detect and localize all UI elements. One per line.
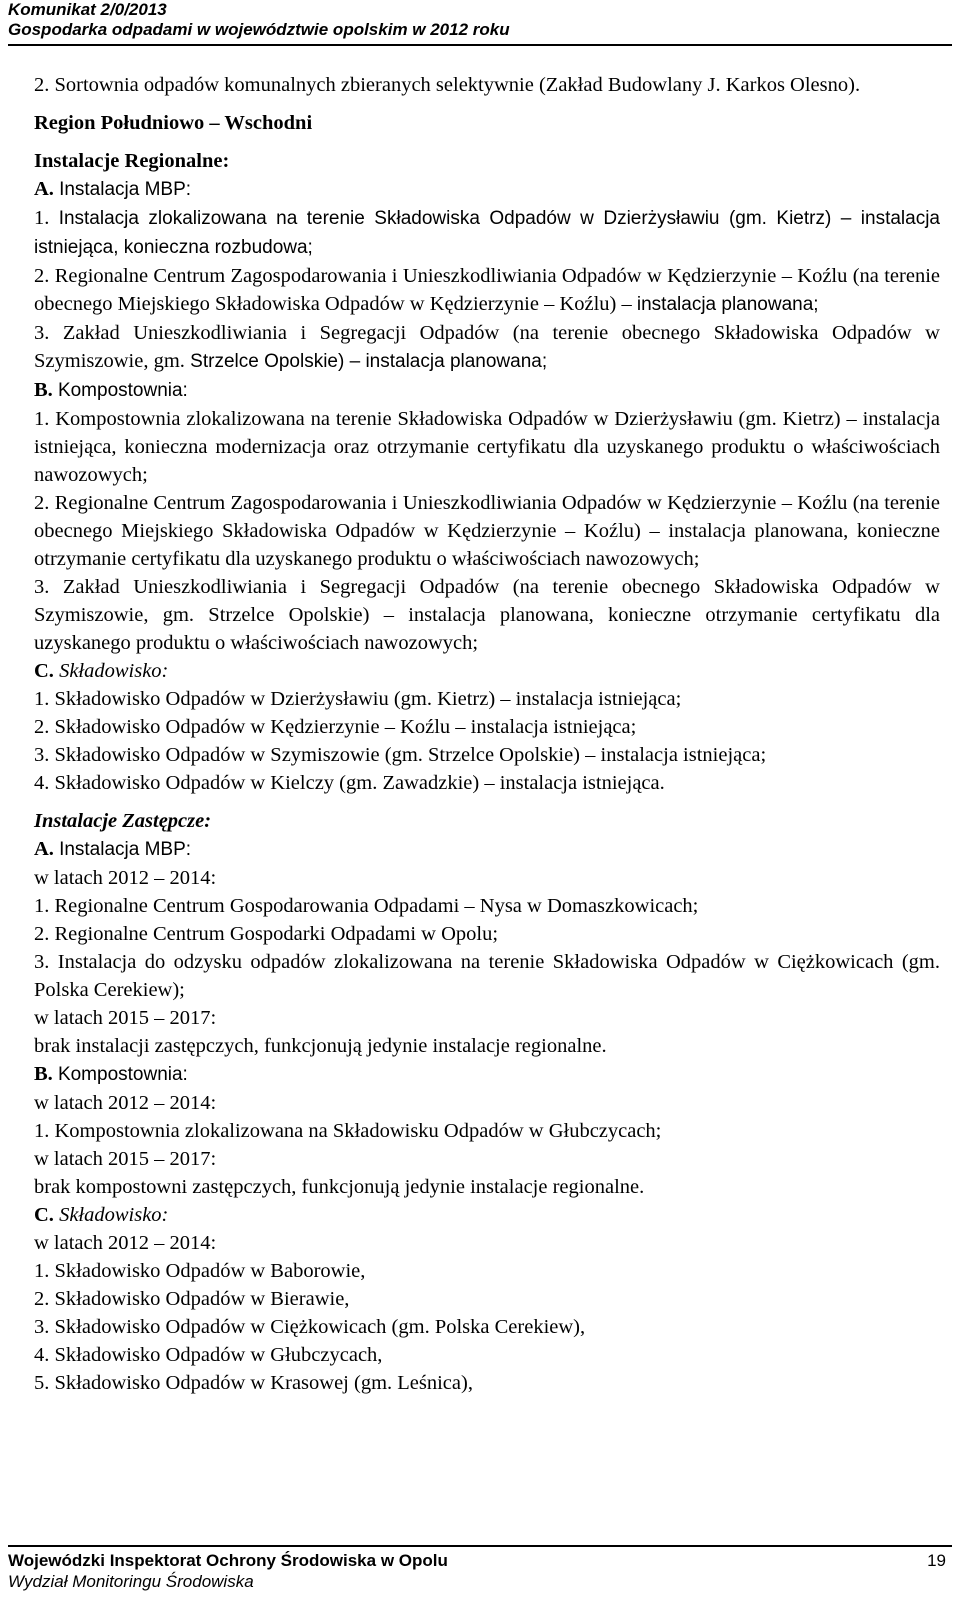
- header-rule: [8, 44, 952, 46]
- subst-a-none: brak instalacji zastępczych, funkcjonują jedynie instalacje regionalne.: [34, 1035, 607, 1057]
- region-title: Region Południowo – Wschodni: [34, 112, 313, 134]
- subst-c-item-3: 3. Składowisko Odpadów w Ciężkowicach (gm. Polska Cerekiew),: [34, 1316, 586, 1338]
- list-item-b1: [34, 405, 940, 489]
- subst-c-item-1: 1. Składowisko Odpadów w Baborowie,: [34, 1260, 366, 1282]
- header-title: Gospodarka odpadami w województwie opolskim w 2012 roku: [8, 20, 510, 39]
- subst-a-period-2: w latach 2015 – 2017:: [34, 1007, 217, 1029]
- subst-c-heading: [34, 1201, 940, 1229]
- subst-b-period-2: w latach 2015 – 2017:: [34, 1148, 217, 1170]
- section-a-heading: [34, 175, 940, 204]
- a2-status: instalacja planowana;: [636, 294, 819, 315]
- page-number: 19: [927, 1551, 946, 1570]
- subst-b-item-1: 1. Kompostownia zlokalizowana na Składowisku Odpadów w Głubczycach;: [34, 1120, 662, 1142]
- regional-heading: Instalacje Regionalne:: [34, 150, 230, 172]
- footer-dept: Wydział Monitoringu Środowiska: [8, 1572, 254, 1591]
- section-c-heading: [34, 657, 940, 685]
- subst-b-heading: [34, 1060, 940, 1089]
- page-footer: [8, 1550, 952, 1592]
- subst-c-item-5: 5. Składowisko Odpadów w Krasowej (gm. Leśnica),: [34, 1372, 473, 1394]
- subst-b-letter: B.: [34, 1063, 53, 1085]
- list-item-c1: 1. Składowisko Odpadów w Dzierżysławiu (gm. Kietrz) – instalacja istniejąca;: [34, 688, 682, 710]
- subst-a-item-2: 2. Regionalne Centrum Gospodarki Odpadami w Opolu;: [34, 923, 499, 945]
- b1-text: Kompostownia zlokalizowana na terenie Składowiska Odpadów w Dzierżysławiu (gm. Kietrz) – instalacja istniejąca, konieczna modernizacja oraz otrzymanie certyfikatu dla uzyskanego produktu o właściwościach nawozowych;: [34, 408, 940, 486]
- section-b-heading: [34, 376, 940, 405]
- list-item-c2: 2. Składowisko Odpadów w Kędzierzynie – Koźlu – instalacja istniejąca;: [34, 716, 637, 738]
- subst-c-item-4: 4. Składowisko Odpadów w Głubczycach,: [34, 1344, 383, 1366]
- a2-text: 2. Regionalne Centrum Zagospodarowania i Unieszkodliwiania Odpadów w Kędzierzynie – Koźlu (na terenie obecnego Miejskiego Składowiska Odpadów w Kędzierzynie – Koźlu) –: [34, 265, 940, 315]
- section-c-letter: C.: [34, 660, 54, 682]
- list-item-a3: [34, 319, 940, 376]
- section-a-label: Instalacja MBP:: [59, 179, 192, 200]
- list-item-a2: [34, 262, 940, 319]
- b1-num: 1.: [34, 408, 50, 430]
- a3-text: 3. Zakład Unieszkodliwiania i Segregacji Odpadów (na terenie obecnego Składowiska Odpadów w Szymiszowie, gm.: [34, 322, 940, 372]
- footer-rule: [8, 1545, 952, 1547]
- substitute-heading: Instalacje Zastępcze:: [34, 810, 212, 832]
- header-issue: Komunikat 2/0/2013: [8, 0, 167, 19]
- subst-b-label: Kompostownia:: [57, 1064, 188, 1085]
- section-a-letter: A.: [34, 178, 54, 200]
- subst-a-heading: [34, 835, 940, 864]
- subst-b-period-1: w latach 2012 – 2014:: [34, 1092, 217, 1114]
- page-header: [8, 0, 952, 40]
- subst-c-item-2: 2. Składowisko Odpadów w Bierawie,: [34, 1288, 350, 1310]
- subst-a-item-3: 3. Instalacja do odzysku odpadów zlokalizowana na terenie Składowiska Odpadów w Ciężkowicach (gm. Polska Cerekiew);: [34, 951, 940, 1001]
- section-c-label: Składowisko:: [59, 660, 169, 682]
- subst-a-letter: A.: [34, 838, 54, 860]
- subst-c-letter: C.: [34, 1204, 54, 1226]
- a1-text: Instalacja zlokalizowana na terenie Składowiska Odpadów w Dzierżysławiu (gm. Kietrz) – instalacja istniejąca, konieczna rozbudowa;: [34, 208, 940, 258]
- footer-org: Wojewódzki Inspektorat Ochrony Środowiska w Opolu: [8, 1551, 448, 1570]
- document-body: [34, 71, 940, 1397]
- section-b-letter: B.: [34, 379, 53, 401]
- subst-a-label: Instalacja MBP:: [59, 839, 192, 860]
- list-item-b2: 2. Regionalne Centrum Zagospodarowania i Unieszkodliwiania Odpadów w Kędzierzynie – Koźlu (na terenie obecnego Miejskiego Składowiska Odpadów w Kędzierzynie – Koźlu) – instalacja planowana, konieczne otrzymanie certyfikatu dla uzyskanego produktu o właściwościach nawozowych;: [34, 492, 940, 570]
- subst-a-period-1: w latach 2012 – 2014:: [34, 867, 217, 889]
- a1-num: 1.: [34, 207, 50, 229]
- paragraph-sortownia: 2. Sortownia odpadów komunalnych zbieranych selektywnie (Zakład Budowlany J. Karkos Olesno).: [34, 74, 861, 96]
- subst-b-none: brak kompostowni zastępczych, funkcjonują jedynie instalacje regionalne.: [34, 1176, 645, 1198]
- subst-c-label: Składowisko:: [59, 1204, 169, 1226]
- section-b-label: Kompostownia:: [57, 380, 188, 401]
- subst-a-item-1: 1. Regionalne Centrum Gospodarowania Odpadami – Nysa w Domaszkowicach;: [34, 895, 699, 917]
- list-item-a1: [34, 204, 940, 262]
- list-item-c4: 4. Składowisko Odpadów w Kielczy (gm. Zawadzkie) – instalacja istniejąca.: [34, 772, 665, 794]
- list-item-c3: 3. Składowisko Odpadów w Szymiszowie (gm. Strzelce Opolskie) – instalacja istniejąca;: [34, 744, 767, 766]
- subst-c-period-1: w latach 2012 – 2014:: [34, 1232, 217, 1254]
- list-item-b3: 3. Zakład Unieszkodliwiania i Segregacji Odpadów (na terenie obecnego Składowiska Odpadów w Szymiszowie, gm. Strzelce Opolskie) – instalacja planowana, konieczne otrzymanie certyfikatu dla uzyskanego produktu o właściwościach nawozowych;: [34, 576, 940, 654]
- a3-status: Strzelce Opolskie) – instalacja planowana;: [184, 351, 548, 372]
